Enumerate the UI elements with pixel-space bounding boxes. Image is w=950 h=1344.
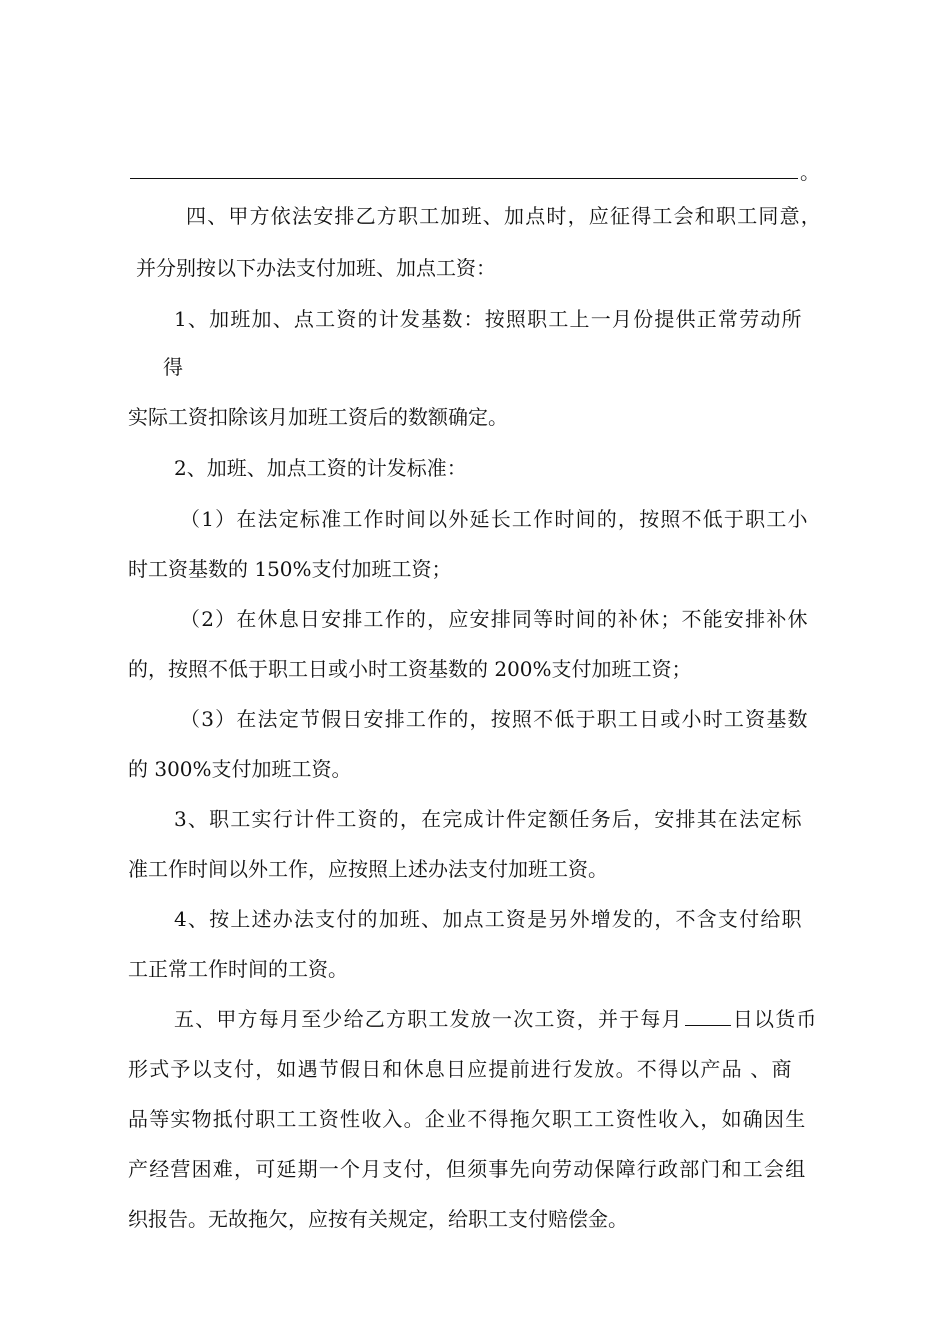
item-1-line-1: 1、加班加、点工资的计发基数：按照职工上一月份提供正常劳动所 [174,307,803,331]
rule-period: 。 [800,160,820,184]
para-5-line-4: 产经营困难，可延期一个月支付，但须事先向劳动保障行政部门和工会组 [128,1157,807,1181]
item-2-2-line-2: 的，按照不低于职工日或小时工资基数的 200%支付加班工资； [128,657,692,681]
item-1-line-3: 实际工资扣除该月加班工资后的数额确定。 [128,405,508,429]
item-2-1-line-1: （1）在法定标准工作时间以外延长工作时间的，按照不低于职工小 [180,507,809,531]
item-2-3-line-2: 的 300%支付加班工资。 [128,757,352,781]
item-3-line-2: 准工作时间以外工作，应按照上述办法支付加班工资。 [128,857,608,881]
para-5-line-3: 品等实物抵付职工工资性收入。企业不得拖欠职工工资性收入，如确因生 [128,1107,807,1131]
item-2-3-line-1: （3）在法定节假日安排工作的，按照不低于职工日或小时工资基数 [180,707,809,731]
item-2-2-line-1: （2）在休息日安排工作的，应安排同等时间的补休；不能安排补休 [180,607,809,631]
para-4-line-2: 并分别按以下办法支付加班、加点工资： [136,256,496,280]
item-1-line-2: 得 [163,355,183,379]
para-5-line-1 [174,1005,818,1033]
day-blank-field [685,1007,731,1026]
para-5-text-after-blank: 日以货币 [732,1007,818,1031]
para-4-line-1: 四、甲方依法安排乙方职工加班、加点时，应征得工会和职工同意， [186,204,822,228]
para-5-text-before-blank: 五、甲方每月至少给乙方职工发放一次工资，并于每月 [174,1007,683,1031]
item-2-heading: 2、加班、加点工资的计发标准： [174,456,467,480]
item-4-line-2: 工正常工作时间的工资。 [128,957,348,981]
fill-in-rule [130,178,798,179]
para-5-line-2: 形式予以支付，如遇节假日和休息日应提前进行发放。不得以产品 、商 [128,1057,793,1081]
item-3-line-1: 3、职工实行计件工资的，在完成计件定额任务后，安排其在法定标 [174,807,803,831]
item-2-1-line-2: 时工资基数的 150%支付加班工资； [128,557,452,581]
para-5-line-5: 织报告。无故拖欠，应按有关规定，给职工支付赔偿金。 [128,1207,628,1231]
item-4-line-1: 4、按上述办法支付的加班、加点工资是另外增发的，不含支付给职 [174,907,803,931]
